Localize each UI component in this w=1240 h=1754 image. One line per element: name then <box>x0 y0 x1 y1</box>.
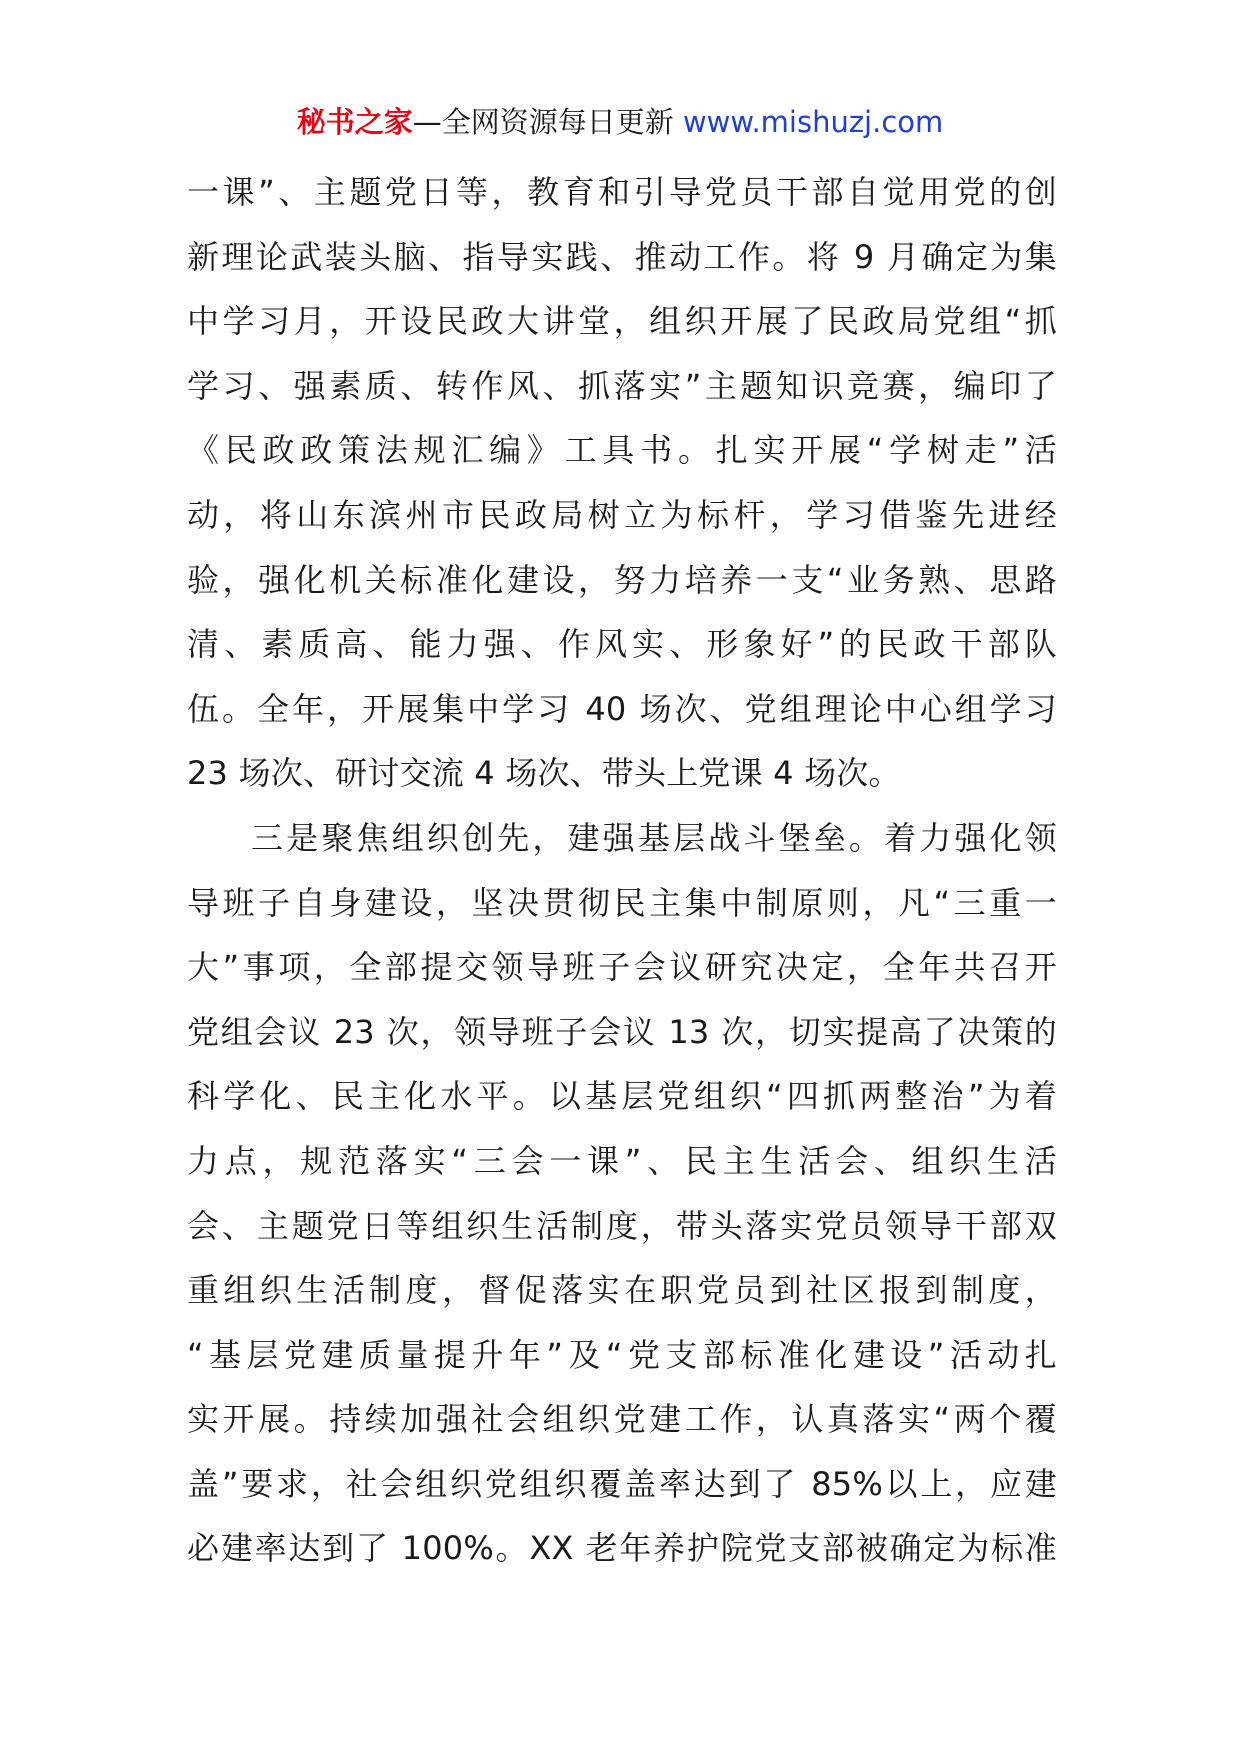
text-line: 伍。全年，开展集中学习 40 场次、党组理论中心组学习 <box>187 689 1057 728</box>
text-line: 大”事项，全部提交领导班子会议研究决定，全年共召开 <box>187 948 1057 987</box>
text-line: 验，强化机关标准化建设，努力培养一支“业务熟、思路 <box>187 560 1057 599</box>
text-line: 力点，规范落实“三会一课”、民主生活会、组织生活 <box>187 1141 1057 1180</box>
text-line: 导班子自身建设，坚决贯彻民主集中制原则，凡“三重一 <box>187 883 1057 922</box>
text-line: “基层党建质量提升年”及“党支部标准化建设”活动扎 <box>187 1335 1057 1374</box>
text-line: 必建率达到了 100%。XX 老年养护院党支部被确定为标准 <box>187 1529 1057 1568</box>
text-line: 23 场次、研讨交流 4 场次、带头上党课 4 场次。 <box>187 754 901 793</box>
paragraph-1 <box>187 160 1057 806</box>
text-line: 科学化、民主化水平。以基层党组织“四抓两整治”为着 <box>187 1077 1057 1116</box>
text-line: 学习、强素质、转作风、抓落实”主题知识竞赛，编印了 <box>187 366 1057 405</box>
text-line: 新理论武装头脑、指导实践、推动工作。将 9 月确定为集 <box>187 237 1057 276</box>
text-line: 实开展。持续加强社会组织党建工作，认真落实“两个覆 <box>187 1400 1057 1439</box>
text-line: 党组会议 23 次，领导班子会议 13 次，切实提高了决策的 <box>187 1012 1057 1051</box>
paragraph-2 <box>187 806 1057 1581</box>
site-url-link[interactable]: www.mishuzj.com <box>682 105 944 139</box>
text-line: 动，将山东滨州市民政局树立为标杆，学习借鉴先进经 <box>187 495 1057 534</box>
brand-name: 秘书之家 <box>296 105 413 139</box>
text-line: 盖”要求，社会组织党组织覆盖率达到了 85%以上，应建 <box>187 1464 1057 1503</box>
text-line: 三是聚焦组织创先，建强基层战斗堡垒。着力强化领 <box>251 818 1057 857</box>
text-line: 中学习月，开设民政大讲堂，组织开展了民政局党组“抓 <box>187 302 1057 341</box>
header-tagline: —全网资源每日更新 <box>412 105 674 139</box>
text-line: 清、素质高、能力强、作风实、形象好”的民政干部队 <box>187 625 1057 664</box>
text-line: 会、主题党日等组织生活制度，带头落实党员领导干部双 <box>187 1206 1057 1245</box>
text-line: 《民政政策法规汇编》工具书。扎实开展“学树走”活 <box>187 431 1057 470</box>
text-line: 重组织生活制度，督促落实在职党员到社区报到制度， <box>187 1271 1057 1310</box>
document-body <box>187 160 1057 1581</box>
text-line: 一课”、主题党日等，教育和引导党员干部自觉用党的创 <box>187 173 1057 211</box>
page-header <box>0 100 1240 144</box>
